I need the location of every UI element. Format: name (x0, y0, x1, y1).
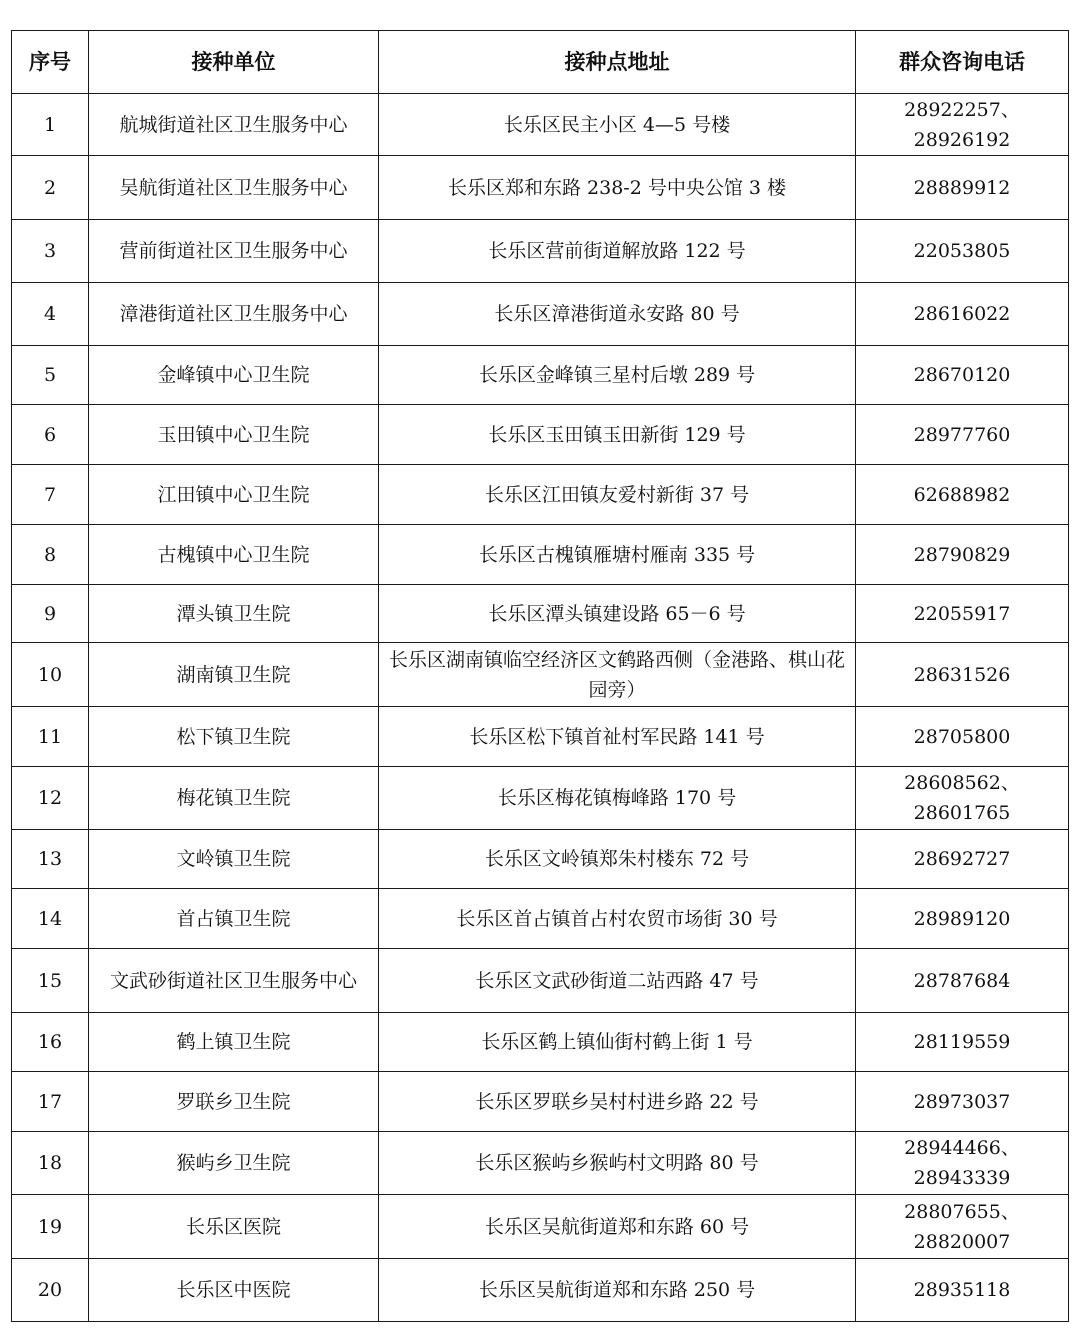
row-unit-cell: 长乐区医院 (89, 1195, 379, 1259)
row-address-cell: 长乐区民主小区 4—5 号楼 (379, 94, 856, 156)
row-address-cell: 长乐区古槐镇雁塘村雁南 335 号 (379, 525, 856, 585)
row-address-cell: 长乐区梅花镇梅峰路 170 号 (379, 767, 856, 830)
row-address-cell: 长乐区文岭镇郑朱村楼东 72 号 (379, 830, 856, 889)
row-phone-cell: 28705800 (856, 707, 1069, 767)
row-unit-cell: 漳港街道社区卫生服务中心 (89, 283, 379, 346)
row-phone-cell: 28616022 (856, 283, 1069, 346)
row-phone-cell: 28670120 (856, 346, 1069, 405)
row-address-cell: 长乐区猴屿乡猴屿村文明路 80 号 (379, 1132, 856, 1195)
row-phone-cell: 28973037 (856, 1072, 1069, 1132)
row-address-cell: 长乐区金峰镇三星村后墩 289 号 (379, 346, 856, 405)
table-row (12, 1072, 1069, 1132)
row-unit-cell: 湖南镇卫生院 (89, 643, 379, 707)
row-address-cell: 长乐区鹤上镇仙街村鹤上街 1 号 (379, 1013, 856, 1072)
row-seq-cell: 3 (12, 220, 89, 283)
row-phone-cell: 62688982 (856, 465, 1069, 525)
table-row (12, 1013, 1069, 1072)
vaccination-sites-table-container (11, 30, 1068, 1322)
row-unit-cell: 江田镇中心卫生院 (89, 465, 379, 525)
row-phone-cell: 22055917 (856, 585, 1069, 643)
table-row (12, 220, 1069, 283)
table-row (12, 643, 1069, 707)
row-address-cell: 长乐区营前街道解放路 122 号 (379, 220, 856, 283)
row-seq-cell: 2 (12, 156, 89, 220)
row-unit-cell: 文岭镇卫生院 (89, 830, 379, 889)
row-seq-cell: 10 (12, 643, 89, 707)
row-unit-cell: 鹤上镇卫生院 (89, 1013, 379, 1072)
row-phone-cell: 28944466、28943339 (856, 1132, 1069, 1195)
row-unit-cell: 文武砂街道社区卫生服务中心 (89, 949, 379, 1013)
table-row (12, 405, 1069, 465)
table-header-row (12, 31, 1069, 94)
row-seq-cell: 5 (12, 346, 89, 405)
row-unit-cell: 长乐区中医院 (89, 1259, 379, 1322)
table-row (12, 767, 1069, 830)
row-unit-cell: 营前街道社区卫生服务中心 (89, 220, 379, 283)
row-seq-cell: 6 (12, 405, 89, 465)
row-phone-cell: 28807655、28820007 (856, 1195, 1069, 1259)
row-seq-cell: 7 (12, 465, 89, 525)
row-phone-cell: 22053805 (856, 220, 1069, 283)
row-phone-cell: 28922257、28926192 (856, 94, 1069, 156)
row-phone-cell: 28935118 (856, 1259, 1069, 1322)
row-seq-cell: 4 (12, 283, 89, 346)
row-unit-cell: 猴屿乡卫生院 (89, 1132, 379, 1195)
table-row (12, 346, 1069, 405)
table-row (12, 830, 1069, 889)
table-row (12, 465, 1069, 525)
row-unit-cell: 罗联乡卫生院 (89, 1072, 379, 1132)
row-seq-cell: 8 (12, 525, 89, 585)
row-seq-cell: 20 (12, 1259, 89, 1322)
row-phone-cell: 28977760 (856, 405, 1069, 465)
header-seq: 序号 (12, 31, 89, 94)
row-address-cell: 长乐区郑和东路 238-2 号中央公馆 3 楼 (379, 156, 856, 220)
row-address-cell: 长乐区文武砂街道二站西路 47 号 (379, 949, 856, 1013)
row-seq-cell: 19 (12, 1195, 89, 1259)
table-row (12, 156, 1069, 220)
row-unit-cell: 首占镇卫生院 (89, 889, 379, 949)
row-phone-cell: 28119559 (856, 1013, 1069, 1072)
table-row (12, 889, 1069, 949)
row-seq-cell: 9 (12, 585, 89, 643)
row-seq-cell: 11 (12, 707, 89, 767)
row-phone-cell: 28790829 (856, 525, 1069, 585)
row-address-cell: 长乐区首占镇首占村农贸市场街 30 号 (379, 889, 856, 949)
row-unit-cell: 潭头镇卫生院 (89, 585, 379, 643)
vaccination-sites-table (11, 30, 1069, 1322)
row-seq-cell: 18 (12, 1132, 89, 1195)
header-address: 接种点地址 (379, 31, 856, 94)
row-unit-cell: 航城街道社区卫生服务中心 (89, 94, 379, 156)
row-address-cell: 长乐区松下镇首祉村军民路 141 号 (379, 707, 856, 767)
row-address-cell: 长乐区吴航街道郑和东路 250 号 (379, 1259, 856, 1322)
row-address-cell: 长乐区湖南镇临空经济区文鹤路西侧（金港路、棋山花园旁） (379, 643, 856, 707)
row-seq-cell: 1 (12, 94, 89, 156)
row-unit-cell: 金峰镇中心卫生院 (89, 346, 379, 405)
table-row (12, 1195, 1069, 1259)
table-row (12, 94, 1069, 156)
row-unit-cell: 玉田镇中心卫生院 (89, 405, 379, 465)
row-seq-cell: 15 (12, 949, 89, 1013)
row-address-cell: 长乐区江田镇友爱村新街 37 号 (379, 465, 856, 525)
table-row (12, 949, 1069, 1013)
row-seq-cell: 12 (12, 767, 89, 830)
table-row (12, 707, 1069, 767)
row-phone-cell: 28608562、28601765 (856, 767, 1069, 830)
row-phone-cell: 28787684 (856, 949, 1069, 1013)
row-unit-cell: 吴航街道社区卫生服务中心 (89, 156, 379, 220)
row-address-cell: 长乐区玉田镇玉田新街 129 号 (379, 405, 856, 465)
table-row (12, 1132, 1069, 1195)
row-phone-cell: 28889912 (856, 156, 1069, 220)
header-unit: 接种单位 (89, 31, 379, 94)
row-address-cell: 长乐区罗联乡吴村村进乡路 22 号 (379, 1072, 856, 1132)
row-phone-cell: 28989120 (856, 889, 1069, 949)
row-unit-cell: 梅花镇卫生院 (89, 767, 379, 830)
row-seq-cell: 17 (12, 1072, 89, 1132)
header-phone: 群众咨询电话 (856, 31, 1069, 94)
row-address-cell: 长乐区漳港街道永安路 80 号 (379, 283, 856, 346)
row-unit-cell: 松下镇卫生院 (89, 707, 379, 767)
row-phone-cell: 28692727 (856, 830, 1069, 889)
row-unit-cell: 古槐镇中心卫生院 (89, 525, 379, 585)
row-seq-cell: 16 (12, 1013, 89, 1072)
row-address-cell: 长乐区吴航街道郑和东路 60 号 (379, 1195, 856, 1259)
row-address-cell: 长乐区潭头镇建设路 65－6 号 (379, 585, 856, 643)
table-row (12, 525, 1069, 585)
table-row (12, 1259, 1069, 1322)
table-row (12, 283, 1069, 346)
row-seq-cell: 13 (12, 830, 89, 889)
row-phone-cell: 28631526 (856, 643, 1069, 707)
table-row (12, 585, 1069, 643)
row-seq-cell: 14 (12, 889, 89, 949)
